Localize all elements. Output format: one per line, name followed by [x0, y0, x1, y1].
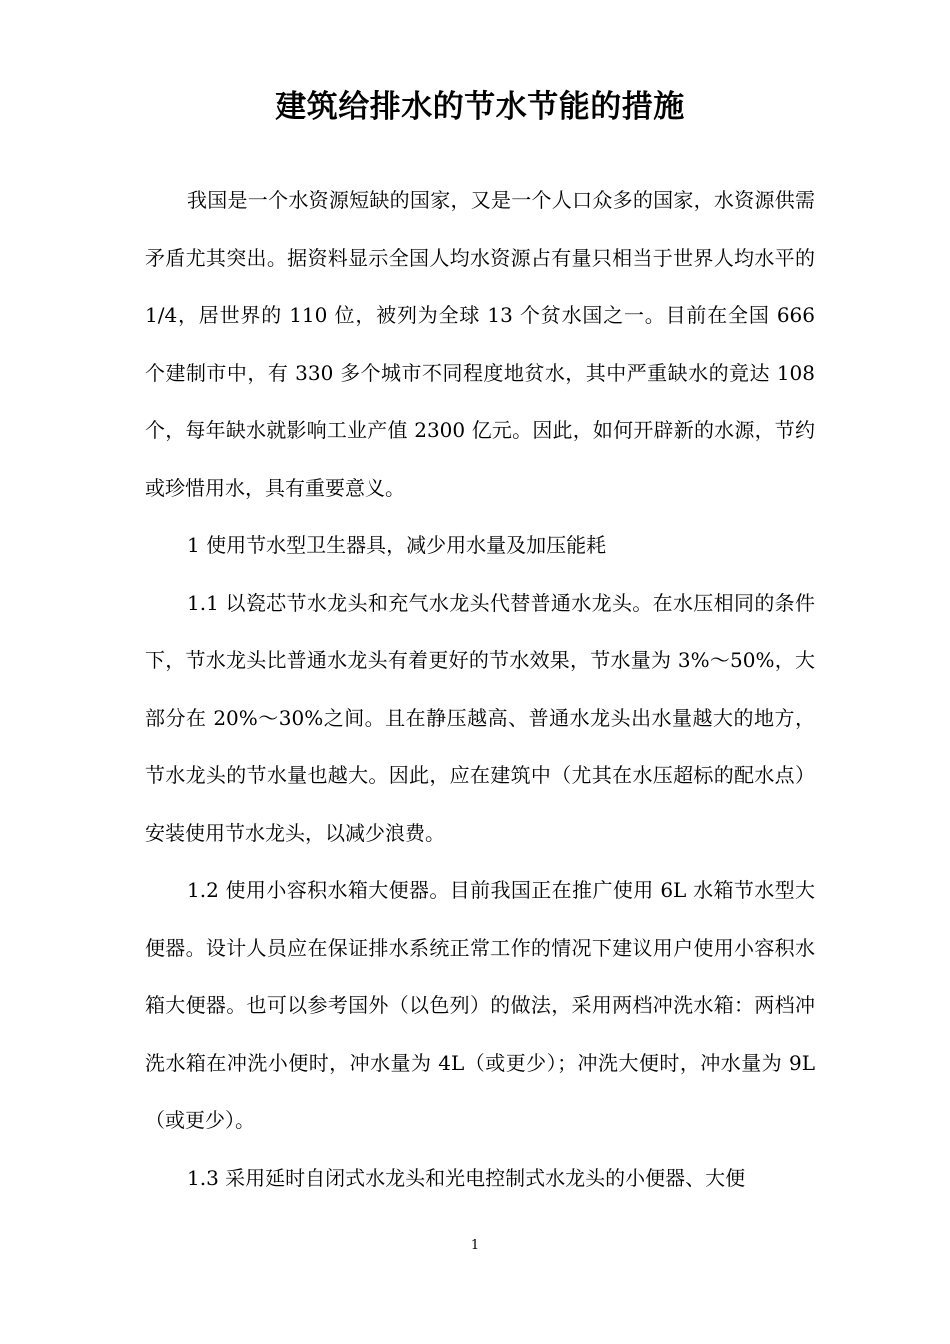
- paragraph-intro: 我国是一个水资源短缺的国家，又是一个人口众多的国家，水资源供需矛盾尤其突出。据资料显示全国人均水资源占有量只相当于世界人均水平的 1/4，居世界的 110 位，被列为全球 13 个贫水国之一。目前在全国 666 个建制市中，有 330 多个城市不同程度地贫水，其中严重缺水的竟达 108 个，每年缺水就影响工业产值 2300 亿元。因此，如何开辟新的水源，节约或珍惜用水，具有重要意义。: [145, 188, 815, 500]
- paragraph-1-1: 1.1 以瓷芯节水龙头和充气水龙头代替普通水龙头。在水压相同的条件下，节水龙头比普通水龙头有着更好的节水效果，节水量为 3%～50%，大部分在 20%～30%之间。且在静压越高、普通水龙头出水量越大的地方，节水龙头的节水量也越大。因此，应在建筑中（尤其在水压超标的配水点）安装使用节水龙头，以减少浪费。: [145, 590, 815, 845]
- document-title: 建筑给排水的节水节能的措施: [275, 89, 685, 125]
- page-number: 1: [470, 1238, 480, 1253]
- document-body: [145, 172, 815, 1207]
- section-heading-1: 1 使用节水型卫生器具，减少用水量及加压能耗: [187, 533, 607, 557]
- paragraph-1-3: 1.3 采用延时自闭式水龙头和光电控制式水龙头的小便器、大便: [187, 1165, 746, 1190]
- paragraph-1-2: 1.2 使用小容积水箱大便器。目前我国正在推广使用 6L 水箱节水型大便器。设计人员应在保证排水系统正常工作的情况下建议用户使用小容积水箱大便器。也可以参考国外（以色列）的做法，采用两档冲洗水箱：两档冲洗水箱在冲洗小便时，冲水量为 4L（或更少）；冲洗大便时，冲水量为 9L（或更少）。: [145, 878, 815, 1132]
